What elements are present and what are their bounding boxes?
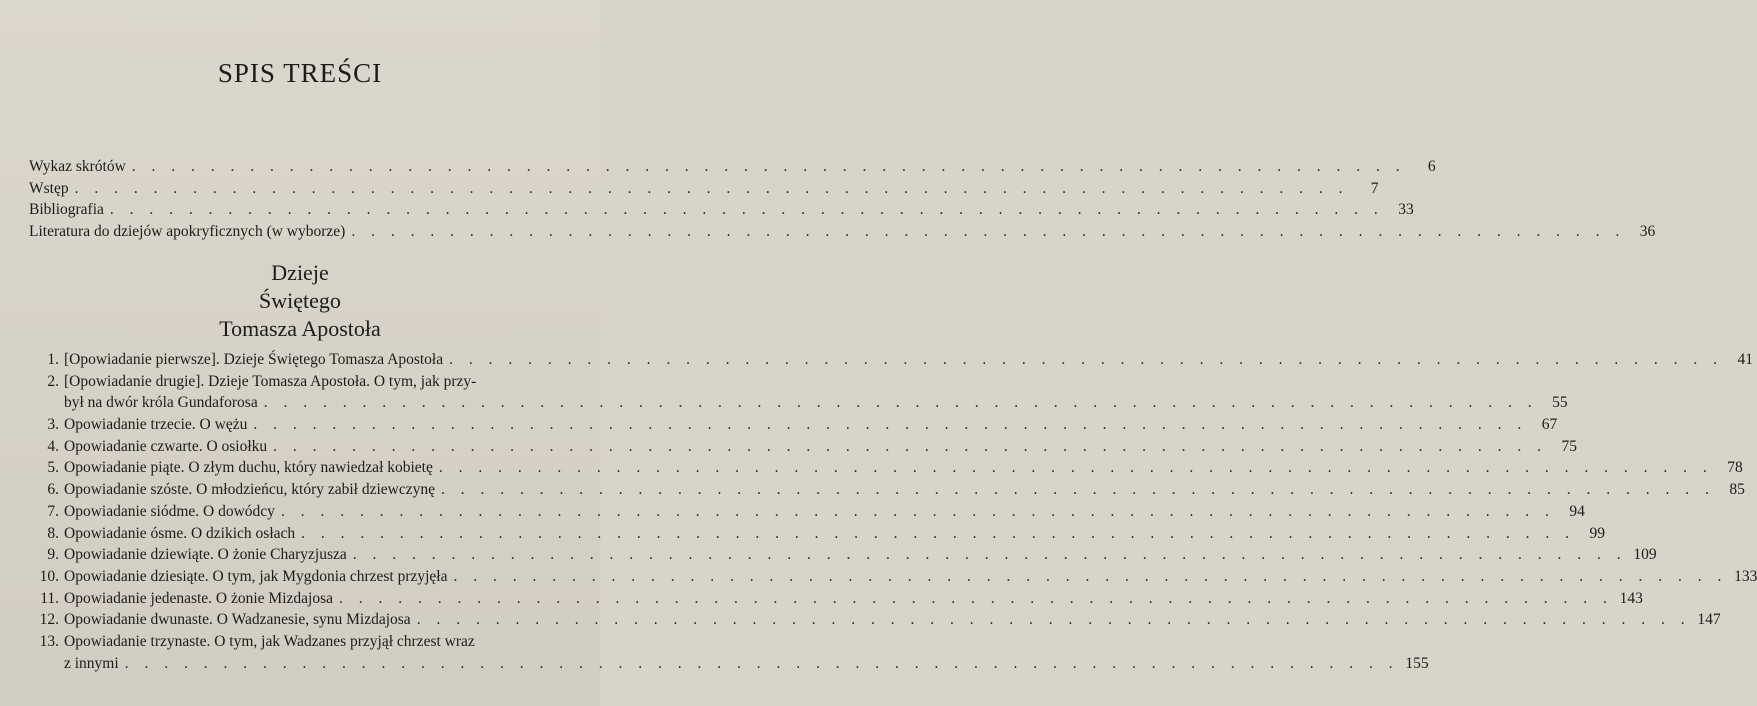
chapter-page: 109 bbox=[1633, 546, 1657, 564]
dot-leader: . . . . . . . . . . . . . . . . . . . . . . . . . . . . . . . . . . . . . . . . . . . . . . . . . . . . . . . . . . . . . . . . . bbox=[273, 437, 1548, 455]
chapter-number: 4. bbox=[47, 437, 59, 455]
chapter-page: 133 bbox=[1734, 568, 1757, 585]
dot-leader: . . . . . . . . . . . . . . . . . . . . . . . . . . . . . . . . . . . . . . . . . . . . . . . . . . . . . . . . . . . . . . . . . bbox=[263, 394, 1538, 412]
dot-leader: . . . . . . . . . . . . . . . . . . . . . . . . . . . . . . . . . . . . . . . . . . . . . . . . . . . . . . . . . . . . . . . . . bbox=[74, 179, 1349, 197]
dot-leader: . . . . . . . . . . . . . . . . . . . . . . . . . . . . . . . . . . . . . . . . . . . . . . . . . . . . . . . . . . . . . . . . . bbox=[280, 502, 1555, 520]
toc-row bbox=[29, 221, 1656, 243]
toc-row-label: Literatura do dziejów apokryficznych (w wyborze) bbox=[29, 222, 346, 240]
dot-leader: . . . . . . . . . . . . . . . . . . . . . . . . . . . . . . . . . . . . . . . . . . . . . . . . . . . . . . . . . . . . . . . . . bbox=[441, 481, 1715, 499]
dot-leader: . . . . . . . . . . . . . . . . . . . . . . . . . . . . . . . . . . . . . . . . . . . . . . . . . . . . . . . . . . . . . . . . . bbox=[109, 201, 1384, 218]
dot-leader: . . . . . . . . . . . . . . . . . . . . . . . . . . . . . . . . . . . . . . . . . . . . . . . . . . . . . . . . . . . . . . . . . bbox=[449, 351, 1723, 368]
chapter-title-continued: był na dwór króla Gundaforosa bbox=[64, 394, 258, 412]
toc-row-page: 6 bbox=[1427, 158, 1436, 175]
chapter-page: 147 bbox=[1697, 611, 1721, 629]
chapter-entry bbox=[29, 414, 1558, 436]
chapter-entry bbox=[29, 349, 1753, 371]
chapter-title: Opowiadanie ósme. O dzikich osłach bbox=[64, 524, 296, 542]
chapter-number: 1. bbox=[47, 351, 59, 368]
chapter-title: Opowiadanie czwarte. O osiołku bbox=[64, 437, 268, 455]
chapter-title: Opowiadanie dziesiąte. O tym, jak Mygdonia chrzest przyjęła bbox=[64, 568, 448, 585]
toc-row-page: 36 bbox=[1639, 222, 1656, 240]
chapter-title: Opowiadanie piąte. O złym duchu, który nawiedzał kobietę bbox=[64, 459, 433, 477]
chapter-page: 99 bbox=[1589, 524, 1606, 542]
chapter-entry bbox=[29, 501, 1585, 523]
chapter-entry bbox=[29, 566, 1757, 588]
toc-row bbox=[29, 199, 1414, 221]
chapter-number: 11. bbox=[40, 589, 59, 607]
chapter-entry bbox=[29, 479, 1745, 501]
dot-leader: . . . . . . . . . . . . . . . . . . . . . . . . . . . . . . . . . . . . . . . . . . . . . . . . . . . . . . . . . . . . . . . . . bbox=[351, 222, 1626, 240]
chapter-title: Opowiadanie szóste. O młodzieńcu, który zabił dziewczynę bbox=[64, 481, 436, 499]
chapter-entry bbox=[29, 523, 1606, 545]
section-heading-line: Tomasza Apostoła bbox=[219, 316, 381, 341]
chapter-title: Opowiadanie jedenaste. O żonie Mizdajosa bbox=[64, 589, 334, 607]
chapter-title: Opowiadanie siódme. O dowódcy bbox=[64, 502, 275, 520]
dot-leader: . . . . . . . . . . . . . . . . . . . . . . . . . . . . . . . . . . . . . . . . . . . . . . . . . . . . . . . . . . . . . . . . . bbox=[253, 416, 1528, 434]
chapter-number: 3. bbox=[47, 416, 59, 434]
chapter-number: 8. bbox=[47, 524, 59, 542]
toc-row-label: Wykaz skrótów bbox=[29, 158, 126, 175]
chapter-number: 6. bbox=[47, 481, 59, 499]
dot-leader: . . . . . . . . . . . . . . . . . . . . . . . . . . . . . . . . . . . . . . . . . . . . . . . . . . . . . . . . . . . . . . . . . bbox=[131, 158, 1406, 175]
chapter-title: Opowiadanie dziewiąte. O żonie Charyzjusza bbox=[64, 546, 347, 564]
chapter-number: 9. bbox=[47, 546, 59, 564]
chapter-list bbox=[29, 349, 1757, 674]
chapter-title: [Opowiadanie drugie]. Dzieje Tomasza Apostoła. O tym, jak przy- bbox=[64, 372, 477, 390]
chapter-page: 41 bbox=[1737, 351, 1753, 368]
dot-leader: . . . . . . . . . . . . . . . . . . . . . . . . . . . . . . . . . . . . . . . . . . . . . . . . . . . . . . . . . . . . . . . . . bbox=[453, 568, 1728, 585]
chapter-page: 155 bbox=[1405, 654, 1429, 672]
chapter-entry bbox=[29, 544, 1657, 566]
chapter-number: 5. bbox=[47, 459, 59, 477]
toc-row-page: 7 bbox=[1370, 179, 1379, 197]
chapter-entry bbox=[29, 457, 1743, 479]
section-heading-line: Dzieje bbox=[271, 260, 329, 285]
chapter-title: Opowiadanie trzynaste. O tym, jak Wadzanes przyjął chrzest wraz bbox=[64, 633, 475, 651]
dot-leader: . . . . . . . . . . . . . . . . . . . . . . . . . . . . . . . . . . . . . . . . . . . . . . . . . . . . . . . . . . . . . . . . . bbox=[339, 589, 1613, 607]
chapter-page: 94 bbox=[1569, 502, 1585, 520]
chapter-page: 78 bbox=[1727, 459, 1743, 477]
chapter-number: 10. bbox=[39, 568, 59, 585]
toc-row-label: Wstęp bbox=[29, 179, 69, 197]
chapter-title: [Opowiadanie pierwsze]. Dzieje Świętego Tomasza Apostoła bbox=[64, 351, 444, 368]
chapter-page: 75 bbox=[1561, 437, 1578, 455]
chapter-page: 55 bbox=[1552, 394, 1568, 412]
section-heading bbox=[0, 259, 600, 343]
chapter-entry bbox=[29, 588, 1643, 610]
front-matter-list bbox=[29, 156, 1656, 242]
toc-row bbox=[29, 156, 1436, 178]
chapter-title-continued: z innymi bbox=[64, 654, 119, 672]
chapter-page: 143 bbox=[1619, 589, 1643, 607]
dot-leader: . . . . . . . . . . . . . . . . . . . . . . . . . . . . . . . . . . . . . . . . . . . . . . . . . . . . . . . . . . . . . . . . . bbox=[352, 546, 1627, 564]
chapter-page: 67 bbox=[1541, 416, 1558, 434]
dot-leader: . . . . . . . . . . . . . . . . . . . . . . . . . . . . . . . . . . . . . . . . . . . . . . . . . . . . . . . . . . . . . . . . . bbox=[124, 654, 1399, 672]
section-heading-line: Świętego bbox=[259, 288, 341, 313]
chapter-number: 7. bbox=[47, 502, 59, 520]
chapter-page: 85 bbox=[1729, 481, 1745, 499]
chapter-number: 12. bbox=[39, 611, 59, 629]
page-title: SPIS TREŚCI bbox=[217, 58, 383, 88]
chapter-number: 13. bbox=[39, 633, 59, 651]
chapter-entry bbox=[29, 631, 1429, 674]
chapter-number: 2. bbox=[47, 372, 59, 390]
chapter-title: Opowiadanie dwunaste. O Wadzanesie, synu Mizdajosa bbox=[64, 611, 411, 629]
toc-row-page: 33 bbox=[1398, 201, 1414, 218]
toc-row-label: Bibliografia bbox=[29, 201, 104, 218]
dot-leader: . . . . . . . . . . . . . . . . . . . . . . . . . . . . . . . . . . . . . . . . . . . . . . . . . . . . . . . . . . . . . . . . . bbox=[438, 459, 1713, 477]
dot-leader: . . . . . . . . . . . . . . . . . . . . . . . . . . . . . . . . . . . . . . . . . . . . . . . . . . . . . . . . . . . . . . . . . bbox=[416, 611, 1691, 629]
chapter-entry bbox=[29, 609, 1721, 631]
toc-row bbox=[29, 178, 1379, 200]
chapter-entry bbox=[29, 371, 1568, 414]
dot-leader: . . . . . . . . . . . . . . . . . . . . . . . . . . . . . . . . . . . . . . . . . . . . . . . . . . . . . . . . . . . . . . . . . bbox=[301, 524, 1576, 542]
chapter-entry bbox=[29, 436, 1578, 458]
chapter-title: Opowiadanie trzecie. O wężu bbox=[64, 416, 248, 434]
